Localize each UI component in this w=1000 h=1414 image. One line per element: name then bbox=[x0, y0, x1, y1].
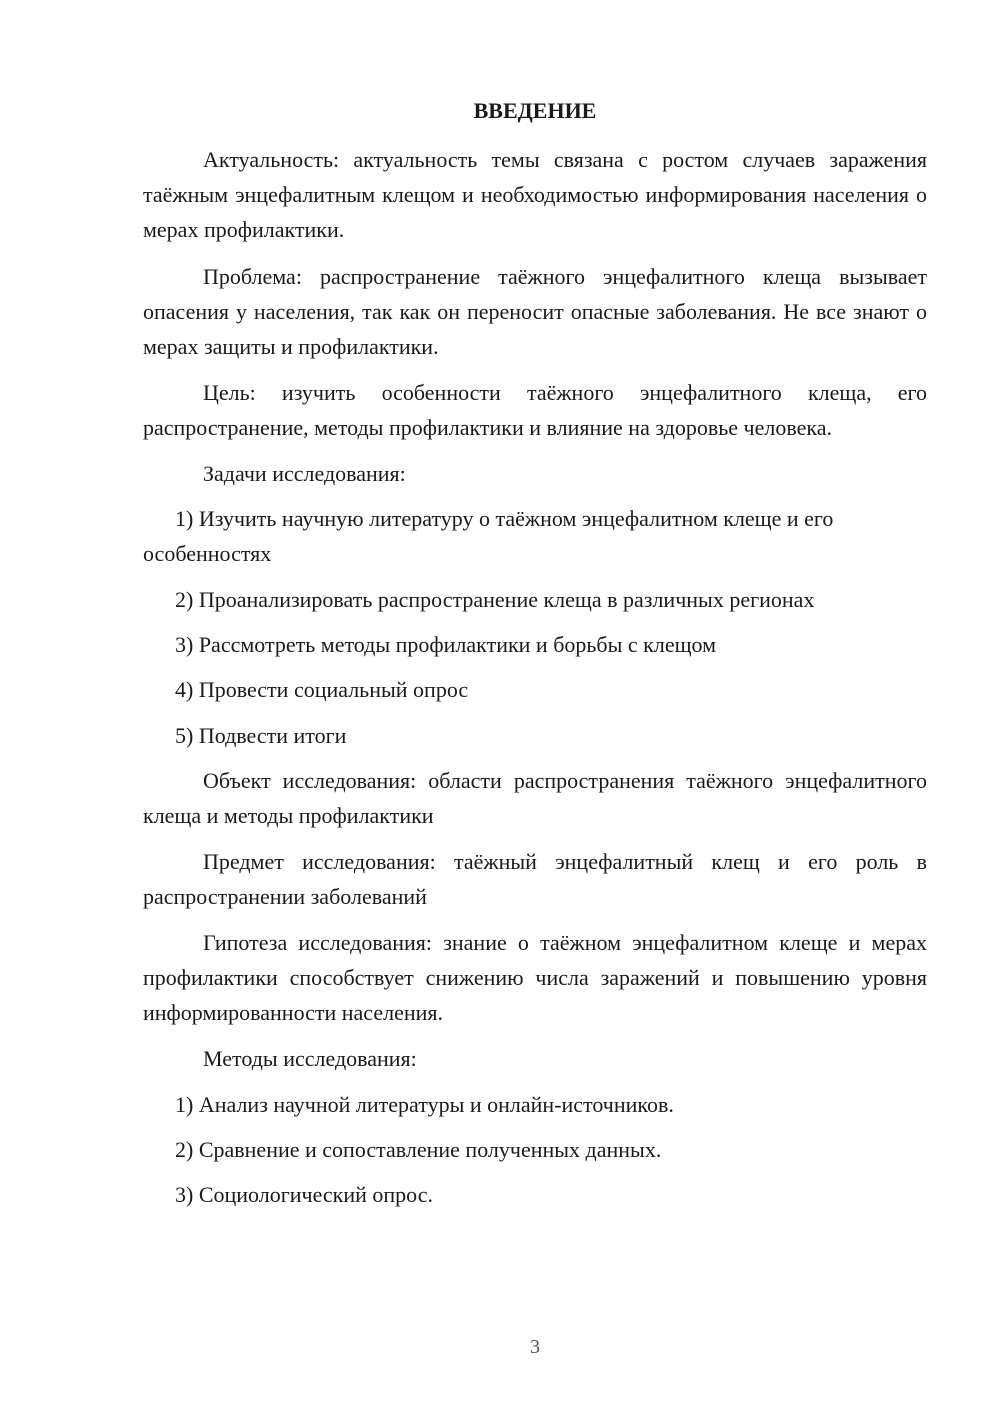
page-number: 3 bbox=[530, 1336, 540, 1358]
task-item-3: 3) Рассмотреть методы профилактики и борьбы с клещом bbox=[175, 632, 717, 657]
goal-paragraph: Цель: изучить особенности таёжного энцефалитного клеща, его распространение, методы профилактики и влияние на здоровье человека. bbox=[143, 380, 927, 440]
task-item-1: 1) Изучить научную литературу о таёжном энцефалитном клеще и его особенностях bbox=[143, 506, 834, 566]
object-paragraph: Объект исследования: области распространения таёжного энцефалитного клеща и методы профилактики bbox=[143, 768, 927, 828]
subject-paragraph: Предмет исследования: таёжный энцефалитный клещ и его роль в распространении заболеваний bbox=[143, 849, 927, 909]
method-item-3: 3) Социологический опрос. bbox=[175, 1182, 433, 1207]
method-item-2: 2) Сравнение и сопоставление полученных данных. bbox=[175, 1137, 662, 1162]
hypothesis-paragraph: Гипотеза исследования: знание о таёжном энцефалитном клеще и мерах профилактики способствует снижению числа заражений и повышению уровня информированности населения. bbox=[143, 930, 927, 1025]
methods-heading: Методы исследования: bbox=[203, 1046, 417, 1071]
task-item-4: 4) Провести социальный опрос bbox=[175, 677, 469, 702]
method-item-1: 1) Анализ научной литературы и онлайн-источников. bbox=[175, 1092, 674, 1117]
task-item-2: 2) Проанализировать распространение клеща в различных регионах bbox=[175, 587, 815, 612]
page-title: ВВЕДЕНИЕ bbox=[473, 98, 597, 123]
relevance-paragraph: Актуальность: актуальность темы связана с ростом случаев заражения таёжным энцефалитным клещом и необходимостью информирования населения о мерах профилактики. bbox=[143, 147, 927, 242]
tasks-heading: Задачи исследования: bbox=[203, 461, 406, 486]
task-item-5: 5) Подвести итоги bbox=[175, 723, 347, 748]
problem-paragraph: Проблема: распространение таёжного энцефалитного клеща вызывает опасения у населения, так как он переносит опасные заболевания. Не все знают о мерах защиты и профилактики. bbox=[143, 264, 927, 359]
